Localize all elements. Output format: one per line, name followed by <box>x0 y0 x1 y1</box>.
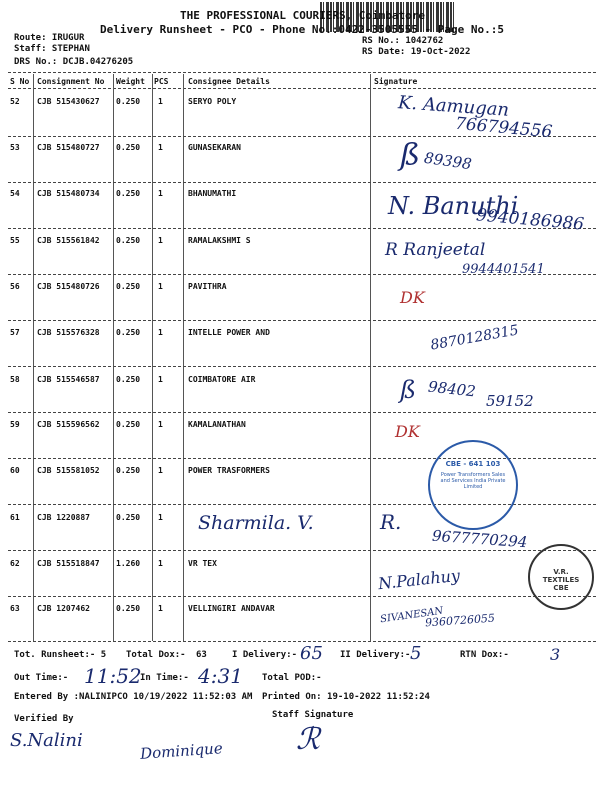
route-label: Route: IRUGUR <box>14 33 85 43</box>
company-name: THE PROFESSIONAL COURIERS, Coimbatore <box>180 9 426 22</box>
printed-on: Printed On: 19-10-2022 11:52:24 <box>262 692 430 702</box>
col-header-weight: Weight <box>116 77 145 86</box>
row-sno: 53 <box>10 143 20 152</box>
row-sno: 56 <box>10 282 20 291</box>
row-pcs: 1 <box>158 143 163 152</box>
verified-signature: S.Nalini <box>10 730 83 751</box>
row-rule <box>8 596 596 597</box>
out-time-value: 11:52 <box>84 664 142 688</box>
row-consignment: CJB 515596562 <box>37 420 100 429</box>
handwritten-mark: DK <box>400 288 425 307</box>
row-consignment: CJB 515480727 <box>37 143 100 152</box>
handwritten-signature: N.Palahuy <box>377 565 461 594</box>
row-consignment: CJB 515561842 <box>37 236 100 245</box>
handwritten-consignee: Sharmila. V. <box>198 512 314 534</box>
rtn-dox-label: RTN Dox:- <box>460 650 509 660</box>
handwritten-phone: 59152 <box>486 392 534 410</box>
row-weight: 0.250 <box>116 97 141 106</box>
drs-number: DRS No.: DCJB.04276205 <box>14 57 134 67</box>
in-time-label: In Time:- <box>140 673 189 683</box>
handwritten-signature: R. <box>380 510 402 534</box>
col-header-pcs: PCS <box>154 77 169 86</box>
row-sno: 61 <box>10 513 20 522</box>
verified-by-label: Verified By <box>14 714 74 724</box>
row-consignee: GUNASEKARAN <box>188 143 241 152</box>
row-consignment: CJB 515546587 <box>37 375 100 384</box>
row-pcs: 1 <box>158 375 163 384</box>
out-time-label: Out Time:- <box>14 673 69 683</box>
row-sno: 58 <box>10 375 20 384</box>
handwritten-phone: 9940186986 <box>475 205 585 235</box>
seal-text: Power Transformers Sales and Services India Private Limited <box>440 472 506 490</box>
row-pcs: 1 <box>158 189 163 198</box>
row-weight: 0.250 <box>116 513 141 522</box>
row-sno: 59 <box>10 420 20 429</box>
handwritten-name: SIVANESAN <box>379 605 444 626</box>
col-header-consignment: Consignment No <box>37 77 105 86</box>
col-divider <box>370 74 371 641</box>
rtn-dox-value: 3 <box>550 645 561 664</box>
in-time-value: 4:31 <box>198 664 243 688</box>
header-bottom-rule <box>8 88 596 89</box>
row-sno: 63 <box>10 604 20 613</box>
total-dox-value: 63 <box>196 650 207 660</box>
seal-text: V.R. TEXTILES CBE <box>542 568 580 592</box>
i-delivery-label: I Delivery:- <box>232 650 298 660</box>
handwritten-phone: 8870128315 <box>429 322 520 354</box>
handwritten-signature: ß <box>400 138 421 173</box>
total-dox-label: Total Dox:- <box>126 650 186 660</box>
table-bottom-rule <box>8 641 596 642</box>
rs-date: RS Date: 19-Oct-2022 <box>362 47 471 57</box>
row-pcs: 1 <box>158 513 163 522</box>
row-pcs: 1 <box>158 97 163 106</box>
rs-number: RS No.: 1042762 <box>362 36 444 46</box>
secondary-signature: Dominique <box>139 739 224 763</box>
row-weight: 0.250 <box>116 328 141 337</box>
ii-delivery-value: 5 <box>410 643 422 664</box>
row-sno: 55 <box>10 236 20 245</box>
row-pcs: 1 <box>158 420 163 429</box>
staff-signature: ℛ <box>296 722 320 757</box>
row-consignment: CJB 1207462 <box>37 604 90 613</box>
seal-center-text: CBE - 641 103 <box>445 460 501 468</box>
handwritten-signature: R Ranjeetal <box>385 240 486 260</box>
row-consignee: INTELLE POWER AND <box>188 328 270 337</box>
col-divider <box>183 74 184 641</box>
handwritten-phone: 98402 <box>427 377 477 401</box>
col-divider <box>33 74 34 641</box>
col-header-consignee: Consignee Details <box>188 77 270 86</box>
handwritten-phone: 9677770294 <box>431 526 528 552</box>
row-rule <box>8 412 596 413</box>
vr-textiles-seal <box>528 544 594 610</box>
handwritten-signature: N. Banuthi <box>388 192 519 220</box>
row-consignee: SERYO POLY <box>188 97 237 106</box>
row-consignment: CJB 515430627 <box>37 97 100 106</box>
i-delivery-value: 65 <box>300 643 323 664</box>
row-weight: 0.250 <box>116 189 141 198</box>
col-header-sno: S No <box>10 77 30 86</box>
staff-signature-label: Staff Signature <box>272 710 354 720</box>
total-runsheet: Tot. Runsheet:- 5 <box>14 650 107 660</box>
row-weight: 1.260 <box>116 559 141 568</box>
row-weight: 0.250 <box>116 420 141 429</box>
row-pcs: 1 <box>158 466 163 475</box>
row-sno: 54 <box>10 189 20 198</box>
row-consignee: COIMBATORE AIR <box>188 375 256 384</box>
entered-by: Entered By :NALINIPCO 10/19/2022 11:52:03 AM <box>14 692 253 702</box>
col-header-signature: Signature <box>374 77 418 86</box>
company-seal <box>428 440 518 530</box>
col-divider <box>152 74 153 641</box>
row-consignee: POWER TRASFORMERS <box>188 466 270 475</box>
row-consignee: RAMALAKSHMI S <box>188 236 251 245</box>
handwritten-phone: 89398 <box>422 148 473 174</box>
row-pcs: 1 <box>158 559 163 568</box>
row-weight: 0.250 <box>116 604 141 613</box>
handwritten-signature: K. Aamugan <box>397 92 510 121</box>
row-sno: 60 <box>10 466 20 475</box>
row-consignee: BHANUMATHI <box>188 189 237 198</box>
table-top-rule <box>8 72 596 73</box>
row-sno: 52 <box>10 97 20 106</box>
row-weight: 0.250 <box>116 236 141 245</box>
row-consignment: CJB 515480734 <box>37 189 100 198</box>
row-consignment: CJB 515576328 <box>37 328 100 337</box>
row-pcs: 1 <box>158 328 163 337</box>
row-sno: 62 <box>10 559 20 568</box>
row-pcs: 1 <box>158 604 163 613</box>
row-pcs: 1 <box>158 236 163 245</box>
row-weight: 0.250 <box>116 282 141 291</box>
handwritten-phone: 766794556 <box>454 113 554 143</box>
row-rule <box>8 320 596 321</box>
row-rule <box>8 366 596 367</box>
row-consignee: KAMALANATHAN <box>188 420 246 429</box>
row-weight: 0.250 <box>116 143 141 152</box>
row-consignment: CJB 1220887 <box>37 513 90 522</box>
total-pod-label: Total POD:- <box>262 673 322 683</box>
row-weight: 0.250 <box>116 375 141 384</box>
row-consignee: VELLINGIRI ANDAVAR <box>188 604 275 613</box>
col-divider <box>113 74 114 641</box>
handwritten-signature: ß <box>400 376 417 404</box>
handwritten-phone: 9360726055 <box>424 611 496 630</box>
document-subtitle: Delivery Runsheet - PCO - Phone No.:0422-3505555 - Page No.:5 <box>100 23 504 36</box>
row-consignee: VR TEX <box>188 559 217 568</box>
row-weight: 0.250 <box>116 466 141 475</box>
row-rule <box>8 182 596 183</box>
ii-delivery-label: II Delivery:- <box>340 650 411 660</box>
row-consignment: CJB 515581052 <box>37 466 100 475</box>
row-consignee: PAVITHRA <box>188 282 227 291</box>
handwritten-phone: 9944401541 <box>462 262 545 277</box>
row-rule <box>8 550 596 551</box>
row-consignment: CJB 515518847 <box>37 559 100 568</box>
staff-label: Staff: STEPHAN <box>14 44 90 54</box>
row-sno: 57 <box>10 328 20 337</box>
row-pcs: 1 <box>158 282 163 291</box>
row-consignment: CJB 515480726 <box>37 282 100 291</box>
handwritten-mark: DK <box>395 422 420 441</box>
